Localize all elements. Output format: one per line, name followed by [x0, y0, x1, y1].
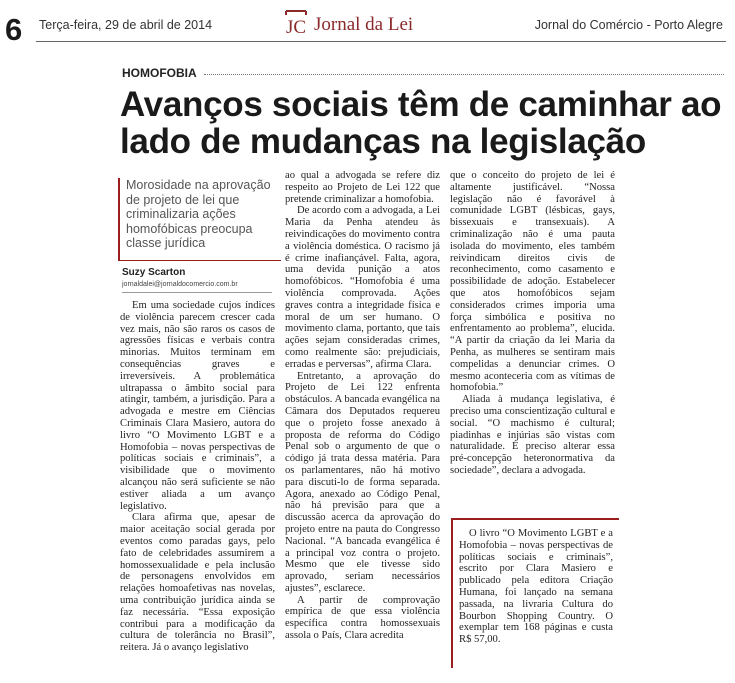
article-column-1: [120, 300, 275, 654]
book-info-text: O livro “O Movimento LGBT e a Homofobia – novas perspectivas de políticas sociais e criminais”, escrito por Clara Masiero e publicado pela editora Criação Humana, foi lançado na semana passada, na livraria Cultura do Bourbon Shopping Country. O exemplar tem 168 páginas e custa R$ 57,00.: [459, 528, 613, 646]
publisher-name: Jornal do Comércio - Porto Alegre: [534, 18, 723, 32]
header-divider: [36, 41, 726, 42]
byline-author: Suzy Scarton: [122, 267, 186, 278]
paragraph: ao qual a advogada se refere diz respeito ao Projeto de Lei 122 que pretende criminalizar a homofobia.: [285, 170, 440, 205]
paragraph: Clara afirma que, apesar de maior aceitação social gerada por eventos como paradas gays, pelo fato de celebridades assumirem a homossexualidade e pela inclusão de personagens envolvidos em relações homoafetivas nas novelas, uma contribuição jurídica ainda se faz necessária. “Essa exposição contribui para a modificação da cultura de tolerância no Brasil”, reitera. Já o avanço legislativo: [120, 512, 275, 654]
article-headline: Avanços sociais têm de caminhar ao lado de mudanças na legislação: [120, 85, 722, 161]
deck-box: [118, 178, 281, 261]
article-deck: Morosidade na aprovação de projeto de lei que criminalizaria ações homofóbicas preocupa classe jurídica: [126, 178, 271, 251]
issue-date: Terça-feira, 29 de abril de 2014: [39, 18, 213, 32]
paragraph: Em uma sociedade cujos índices de violência parecem crescer cada vez mais, não são raros os casos de agressões físicas e verbais contra minorias. Muitos terminam em consequências graves e irreversíveis. A problemática ultrapassa o âmbito social para atingir, também, a jurisdição. Para a advogada e mestre em Ciências Criminais Clara Masiero, autora do livro “O Movimento LGBT e a Homofobia – novas perspectivas de políticas sociais e criminais”, a visibilidade que o movimento alcançou não será suficiente se não estiver aliada a um avanço legislativo.: [120, 300, 275, 512]
article-column-3: [450, 170, 615, 477]
jc-logo-icon: [282, 9, 310, 39]
article-column-2: [285, 170, 440, 642]
paragraph: A partir de comprovação empírica de que essa violência específica contra homossexuais assola o País, Clara acredita: [285, 594, 440, 642]
byline-divider: [122, 292, 272, 293]
section-divider: [204, 74, 724, 75]
paragraph: que o conceito do projeto de lei é altamente justificável. “Nossa legislação não é favorável à comunidade LGBT (lésbicas, gays, bissexuais e transexuais). A criminalização não é uma pauta isolada do movimento, eles também reivindicam direitos civis de reconhecimento, como casamento e possibilidade de adoção. Estabelecer que atos homofóbicos sejam considerados crimes imporia uma força simbólica e positiva no enfrentamento ao problema”, elucida. “A partir da criação da lei Maria da Penha, as mulheres se sentiram mais compelidas a denunciar crimes. O mesmo aconteceria com as vítimas de homofobia.”: [450, 170, 615, 394]
section-label: HOMOFOBIA: [122, 66, 197, 80]
paragraph: Aliada à mudança legislativa, é preciso uma conscientização cultural e social. “O machismo é cultural; piadinhas e injúrias são vistas com naturalidade. É preciso alterar essa pré-concepção heteronormativa da sociedade”, declara a advogada.: [450, 394, 615, 476]
paragraph: De acordo com a advogada, a Lei Maria da Penha atendeu às reivindicações do movimento contra a violência doméstica. O racismo já é crime inafiançável. Falta, agora, uma devida punição a atos homofóbicos. “Homofobia é uma violência comprovada. Ações graves contra a integridade física e moral de um ser humano. O movimento clama, portanto, que tais ações sejam consideradas crimes, como realmente são: prejudiciais, erradas e perversas”, afirma Clara.: [285, 205, 440, 370]
logo-mark-text: JC: [285, 17, 307, 38]
byline-email: jornaldalei@jornaldocomercio.com.br: [122, 281, 238, 288]
paragraph: Entretanto, a aprovação do Projeto de Lei 122 enfrenta obstáculos. A bancada evangélica na Câmara dos Deputados requereu que o projeto fosse anexado à proposta de reforma do Código Penal sob o argumento de que o código já trata dessa matéria. Para os parlamentares, não há motivo para discuti-lo de forma separada. Agora, anexado ao Código Penal, não há previsão para que a discussão acerca da aprovação do projeto entre na pauta do Congresso Nacional. “A bancada evangélica é a principal voz contra o projeto. Mesmo que ele tivesse sido aprovado, seriam necessários ajustes”, esclarece.: [285, 370, 440, 594]
masthead-title: Jornal da Lei: [314, 14, 414, 35]
masthead-logo: [282, 9, 492, 39]
book-info-box: [451, 518, 619, 668]
page-number: 6: [5, 12, 23, 47]
